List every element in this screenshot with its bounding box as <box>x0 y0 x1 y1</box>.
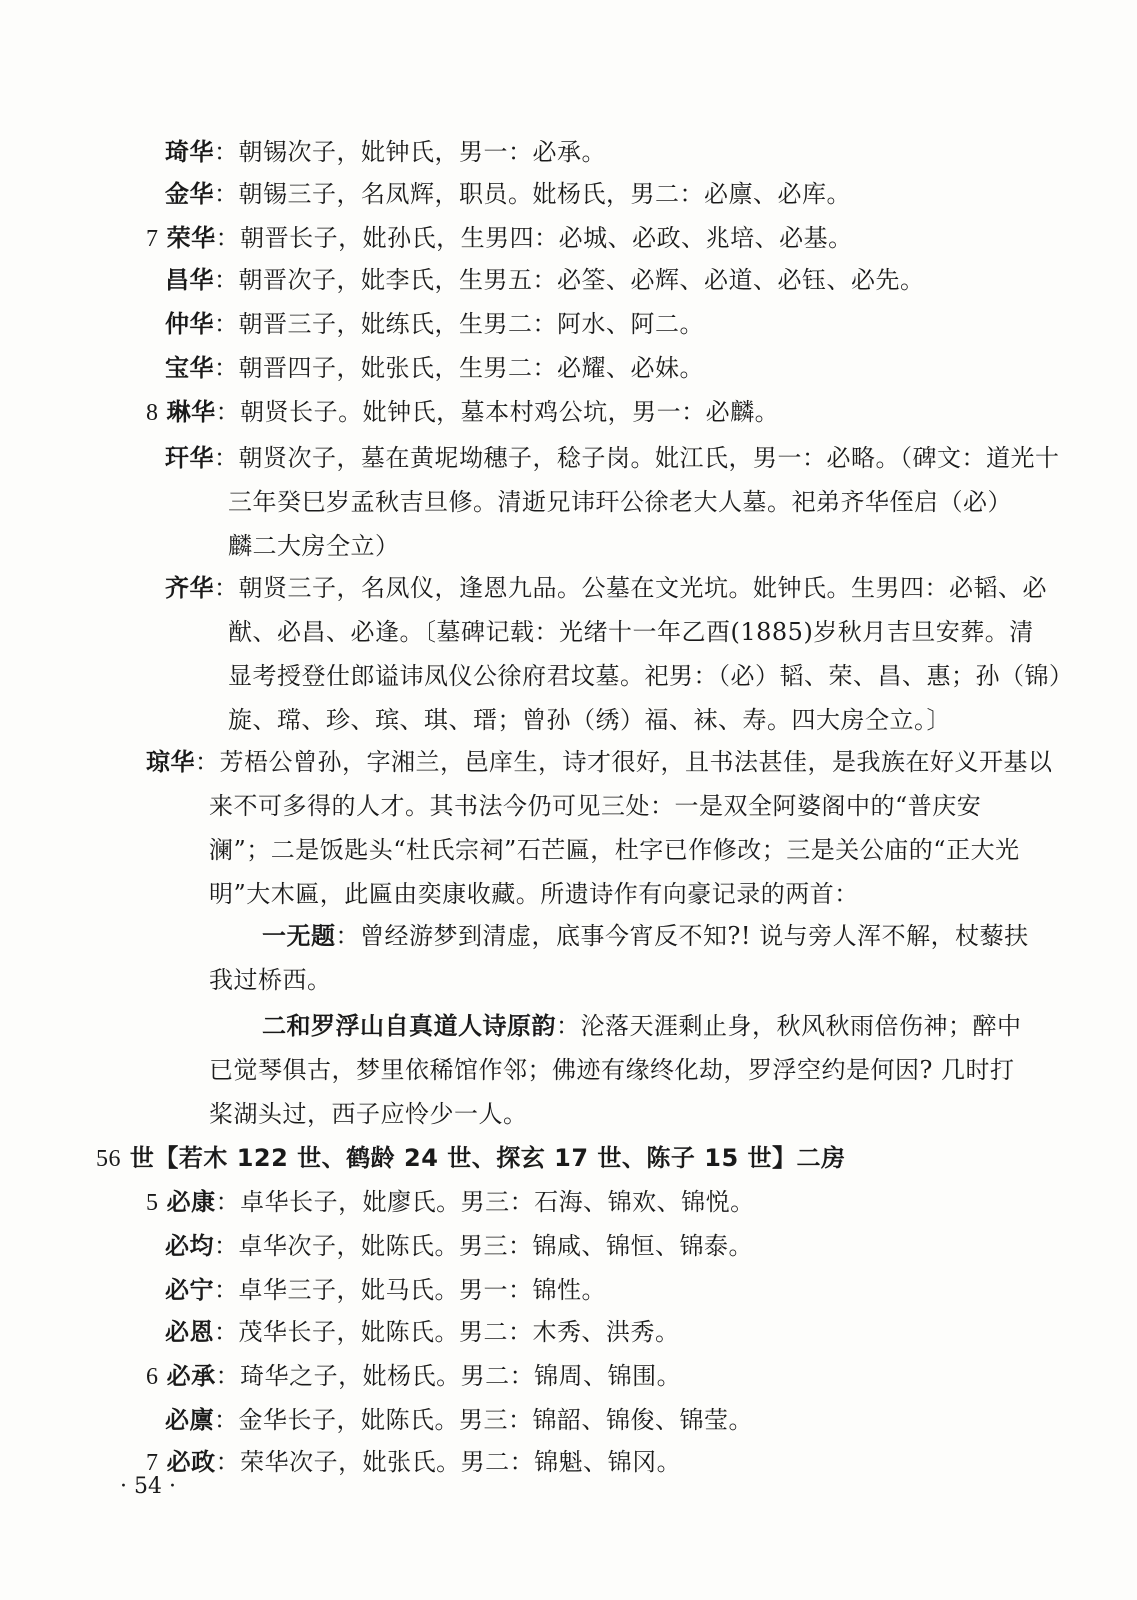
entry-text-line: 明”大木匾，此匾由奕康收藏。所遗诗作有向豪记录的两首： <box>209 880 859 908</box>
entry-text-line: 朝贤三子，名凤仪，逢恩九品。公墓在文光坑。妣钟氏。生男四：必韬、必 <box>238 574 1047 602</box>
entry-name: 金华 <box>165 180 214 208</box>
entry-bicheng: 6 必承：琦华之子，妣杨氏。男二：锦周、锦围。 <box>146 1362 682 1390</box>
entry-text: 卓华长子，妣廖氏。男三：石海、锦欢、锦悦。 <box>240 1188 755 1216</box>
entry-bikang: 5 必康：卓华长子，妣廖氏。男三：石海、锦欢、锦悦。 <box>146 1188 755 1216</box>
entry-qionghua: 琼华：芳梧公曾孙，字湘兰，邑庠生，诗才很好，且书法甚佳，是我族在好义开基以 <box>146 748 1053 776</box>
entry-text-line: 来不可多得的人才。其书法今仍可见三处：一是双全阿婆阁中的“普庆安 <box>209 792 982 820</box>
generation-number: 5 <box>146 1190 159 1216</box>
entry-name: 必均 <box>165 1232 214 1260</box>
entry-bining: 必宁：卓华三子，妣马氏。男一：锦性。 <box>165 1276 606 1304</box>
entry-text: 卓华次子，妣陈氏。男三：锦咸、锦恒、锦泰。 <box>238 1232 753 1260</box>
section-heading <box>96 1136 846 1181</box>
entry-name: 琳华 <box>166 398 216 426</box>
poem-1: 一无题：曾经游梦到清虚，底事今宵反不知?! 说与旁人浑不解，杖藜扶 <box>262 922 1029 950</box>
entry-text: 朝锡三子，名凤辉，职员。妣杨氏，男二：必廪、必库。 <box>238 180 851 208</box>
entry-text-line: 澜”；二是饭匙头“杜氏宗祠”石芒匾，杜字已作修改；三是关公庙的“正大光 <box>209 836 1020 864</box>
generation-number: 7 <box>146 1450 159 1476</box>
page-number: · 54 · <box>120 1474 176 1499</box>
entry-name: 必承 <box>166 1362 216 1390</box>
entry-text: 朝晋三子，妣练氏，生男二：阿水、阿二。 <box>238 310 704 338</box>
poem-line: 沦落天涯剩止身，秋风秋雨倍伤神；醉中 <box>580 1012 1022 1040</box>
entry-text: 朝锡次子，妣钟氏，男一：必承。 <box>238 138 606 166</box>
entry-name: 荣华 <box>166 224 216 252</box>
entry-jinhua: 金华：朝锡三子，名凤辉，职员。妣杨氏，男二：必廪、必库。 <box>165 180 851 208</box>
section-number: 56 <box>96 1146 121 1172</box>
generation-number: 6 <box>146 1364 159 1390</box>
entry-text: 荣华次子，妣张氏。男二：锦魁、锦冈。 <box>240 1448 682 1476</box>
entry-text-line: 旋、瑺、珍、瑸、琪、瑨；曾孙（绣）福、袜、寿。四大房仝立。〕 <box>228 706 951 734</box>
poem-line: 桨湖头过，西子应怜少一人。 <box>209 1100 528 1128</box>
entry-qihua-2: 齐华：朝贤三子，名凤仪，逢恩九品。公墓在文光坑。妣钟氏。生男四：必韬、必 <box>165 574 1047 602</box>
poem-line: 已觉琴俱古，梦里依稀馆作邻；佛迹有缘终化劫，罗浮空约是何因? 几时打 <box>209 1056 1015 1084</box>
section-title: 世【若木 122 世、鹤龄 24 世、探玄 17 世、陈子 15 世】二房 <box>129 1144 846 1172</box>
entry-text-line: 猷、必昌、必逢。〔墓碑记载：光绪十一年乙酉(1885)岁秋月吉旦安葬。清 <box>228 618 1034 646</box>
poem-2: 二和罗浮山自真道人诗原韵：沦落天涯剩止身，秋风秋雨倍伤神；醉中 <box>262 1012 1022 1040</box>
entry-text: 金华长子，妣陈氏。男三：锦韶、锦俊、锦莹。 <box>238 1406 753 1434</box>
entry-name: 必政 <box>166 1448 216 1476</box>
entry-name: 琦华 <box>165 138 214 166</box>
entry-text-line: 麟二大房仝立） <box>228 532 400 560</box>
entry-name: 齐华 <box>165 574 214 602</box>
entry-bijun: 必均：卓华次子，妣陈氏。男三：锦咸、锦恒、锦泰。 <box>165 1232 753 1260</box>
entry-qihua: 琦华：朝锡次子，妣钟氏，男一：必承。 <box>165 138 606 166</box>
entry-bien: 必恩：茂华长子，妣陈氏。男二：木秀、洪秀。 <box>165 1318 680 1346</box>
entry-text: 琦华之子，妣杨氏。男二：锦周、锦围。 <box>240 1362 682 1390</box>
entry-ronghua: 7 荣华：朝晋长子，妣孙氏，生男四：必城、必政、兆培、必基。 <box>146 224 853 252</box>
entry-name: 必恩 <box>165 1318 214 1346</box>
entry-bizheng: 7 必政：荣华次子，妣张氏。男二：锦魁、锦冈。 <box>146 1448 682 1476</box>
entry-text: 茂华长子，妣陈氏。男二：木秀、洪秀。 <box>238 1318 680 1346</box>
entry-changhua: 昌华：朝晋次子，妣李氏，生男五：必筌、必辉、必道、必钰、必先。 <box>165 266 925 294</box>
entry-name: 昌华 <box>165 266 214 294</box>
entry-name: 必康 <box>166 1188 216 1216</box>
entry-zhonghua: 仲华：朝晋三子，妣练氏，生男二：阿水、阿二。 <box>165 310 704 338</box>
entry-name: 必廪 <box>165 1406 214 1434</box>
entry-linhua: 8 琳华：朝贤长子。妣钟氏，墓本村鸡公坑，男一：必麟。 <box>146 398 780 426</box>
entry-text-line: 三年癸巳岁孟秋吉旦修。清逝兄讳玕公徐老大人墓。祀弟齐华侄启（必） <box>228 488 1012 516</box>
entry-name: 仲华 <box>165 310 214 338</box>
poem-title: 二和罗浮山自真道人诗原韵 <box>262 1012 556 1040</box>
generation-number: 8 <box>146 400 159 426</box>
entry-name: 宝华 <box>165 354 214 382</box>
entry-text: 朝贤长子。妣钟氏，墓本村鸡公坑，男一：必麟。 <box>240 398 780 426</box>
entry-text-line: 芳梧公曾孙，字湘兰，邑庠生，诗才很好，且书法甚佳，是我族在好义开基以 <box>219 748 1053 776</box>
entry-text: 朝晋次子，妣李氏，生男五：必筌、必辉、必道、必钰、必先。 <box>238 266 925 294</box>
entry-text-line: 朝贤次子，墓在黄坭坳穗子，稔子岗。妣江氏，男一：必略。（碑文：道光十 <box>238 444 1060 472</box>
entry-name: 玕华 <box>165 444 214 472</box>
entry-text: 朝晋四子，妣张氏，生男二：必耀、必妹。 <box>238 354 704 382</box>
entry-bilin: 必廪：金华长子，妣陈氏。男三：锦韶、锦俊、锦莹。 <box>165 1406 753 1434</box>
entry-text-line: 显考授登仕郎谥讳凤仪公徐府君坟墓。祀男：（必）韬、荣、昌、惠；孙（锦） <box>228 662 1074 690</box>
poem-line: 曾经游梦到清虚，底事今宵反不知?! 说与旁人浑不解，杖藜扶 <box>360 922 1029 950</box>
entry-text: 卓华三子，妣马氏。男一：锦性。 <box>238 1276 606 1304</box>
entry-name: 必宁 <box>165 1276 214 1304</box>
entry-name: 琼华 <box>146 748 195 776</box>
generation-number: 7 <box>146 226 159 252</box>
entry-text: 朝晋长子，妣孙氏，生男四：必城、必政、兆培、必基。 <box>240 224 853 252</box>
entry-ganhua: 玕华：朝贤次子，墓在黄坭坳穗子，稔子岗。妣江氏，男一：必略。（碑文：道光十 <box>165 444 1060 472</box>
poem-line: 我过桥西。 <box>209 966 332 994</box>
poem-title: 一无题 <box>262 922 336 950</box>
entry-baohua: 宝华：朝晋四子，妣张氏，生男二：必耀、必妹。 <box>165 354 704 382</box>
